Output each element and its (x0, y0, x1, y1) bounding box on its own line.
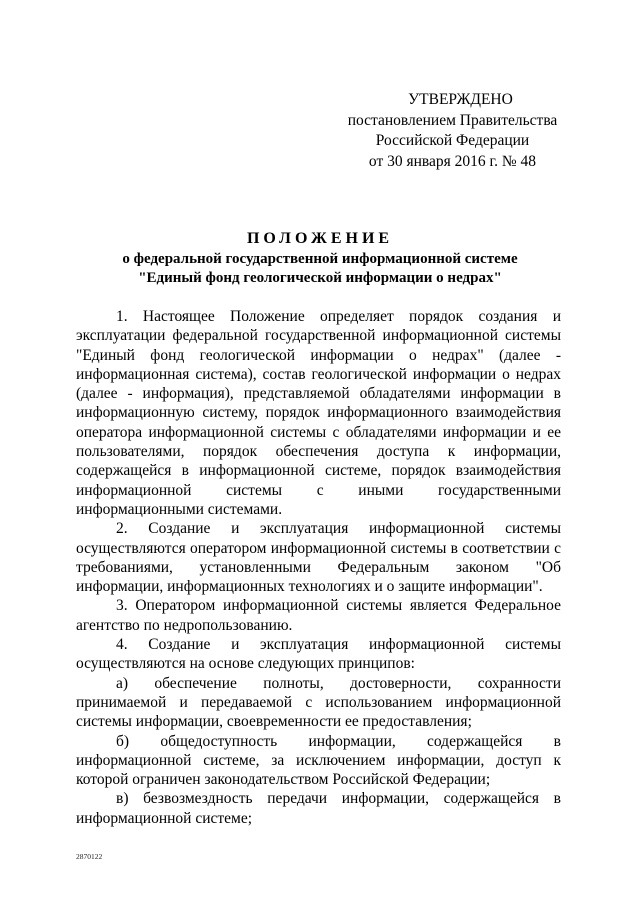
document-title: ПОЛОЖЕНИЕ (246, 230, 394, 247)
document-body (76, 307, 561, 828)
document-subtitle-line-2: "Единый фонд геологической информации о недрах" (138, 270, 502, 286)
paragraph-1: 1. Настоящее Положение определяет порядок создания и эксплуатации федеральной государственной информационной системы "Единый фонд геологической информации о недрах" (далее - информационная система), состав геологической информации о недрах (далее - информация), представляемой обладателями информации в информационную систему, порядок информационного взаимодействия оператора информационной системы с обладателями информации и ее пользователями, порядок обеспечения доступа к информации, содержащейся в информационной системе, порядок взаимодействия информационной системы с иными государственными информационными системами. (76, 308, 561, 518)
paragraph-3: 3. Оператором информационной системы является Федеральное агентство по недропользованию. (76, 597, 561, 634)
paragraph-4b: б) общедоступность информации, содержащейся в информационной системе, за исключением информации, доступ к которой ограничен законодательством Российской Федерации; (76, 732, 561, 789)
approval-line-decree: постановлением Правительства (347, 111, 558, 129)
document-title-block (78, 228, 562, 288)
paragraph-4a: а) обеспечение полноты, достоверности, сохранности принимаемой и передаваемой с использованием информационной системы информации, своевременности ее предоставления; (76, 674, 561, 731)
approval-line-country: Российской Федерации (375, 132, 530, 149)
approval-line-date: от 30 января 2016 г. № 48 (368, 152, 537, 170)
approval-heading: УТВЕРЖДЕНО (408, 91, 513, 108)
paragraph-2: 2. Создание и эксплуатация информационной системы осуществляются оператором информационной системы в соответствии с требованиями, установленными Федеральным законом "Об информации, информационных технологиях и о защите информации". (76, 520, 561, 596)
approval-stamp (330, 90, 575, 172)
paragraph-4: 4. Создание и эксплуатация информационной системы осуществляются на основе следующих принципов: (76, 636, 561, 673)
document-subtitle-line-1: о федеральной государственной информационной системе (122, 251, 518, 267)
footer-document-code: 2870122 (76, 852, 103, 861)
paragraph-4c: в) безвозмездность передачи информации, содержащейся в информационной системе; (76, 790, 561, 827)
